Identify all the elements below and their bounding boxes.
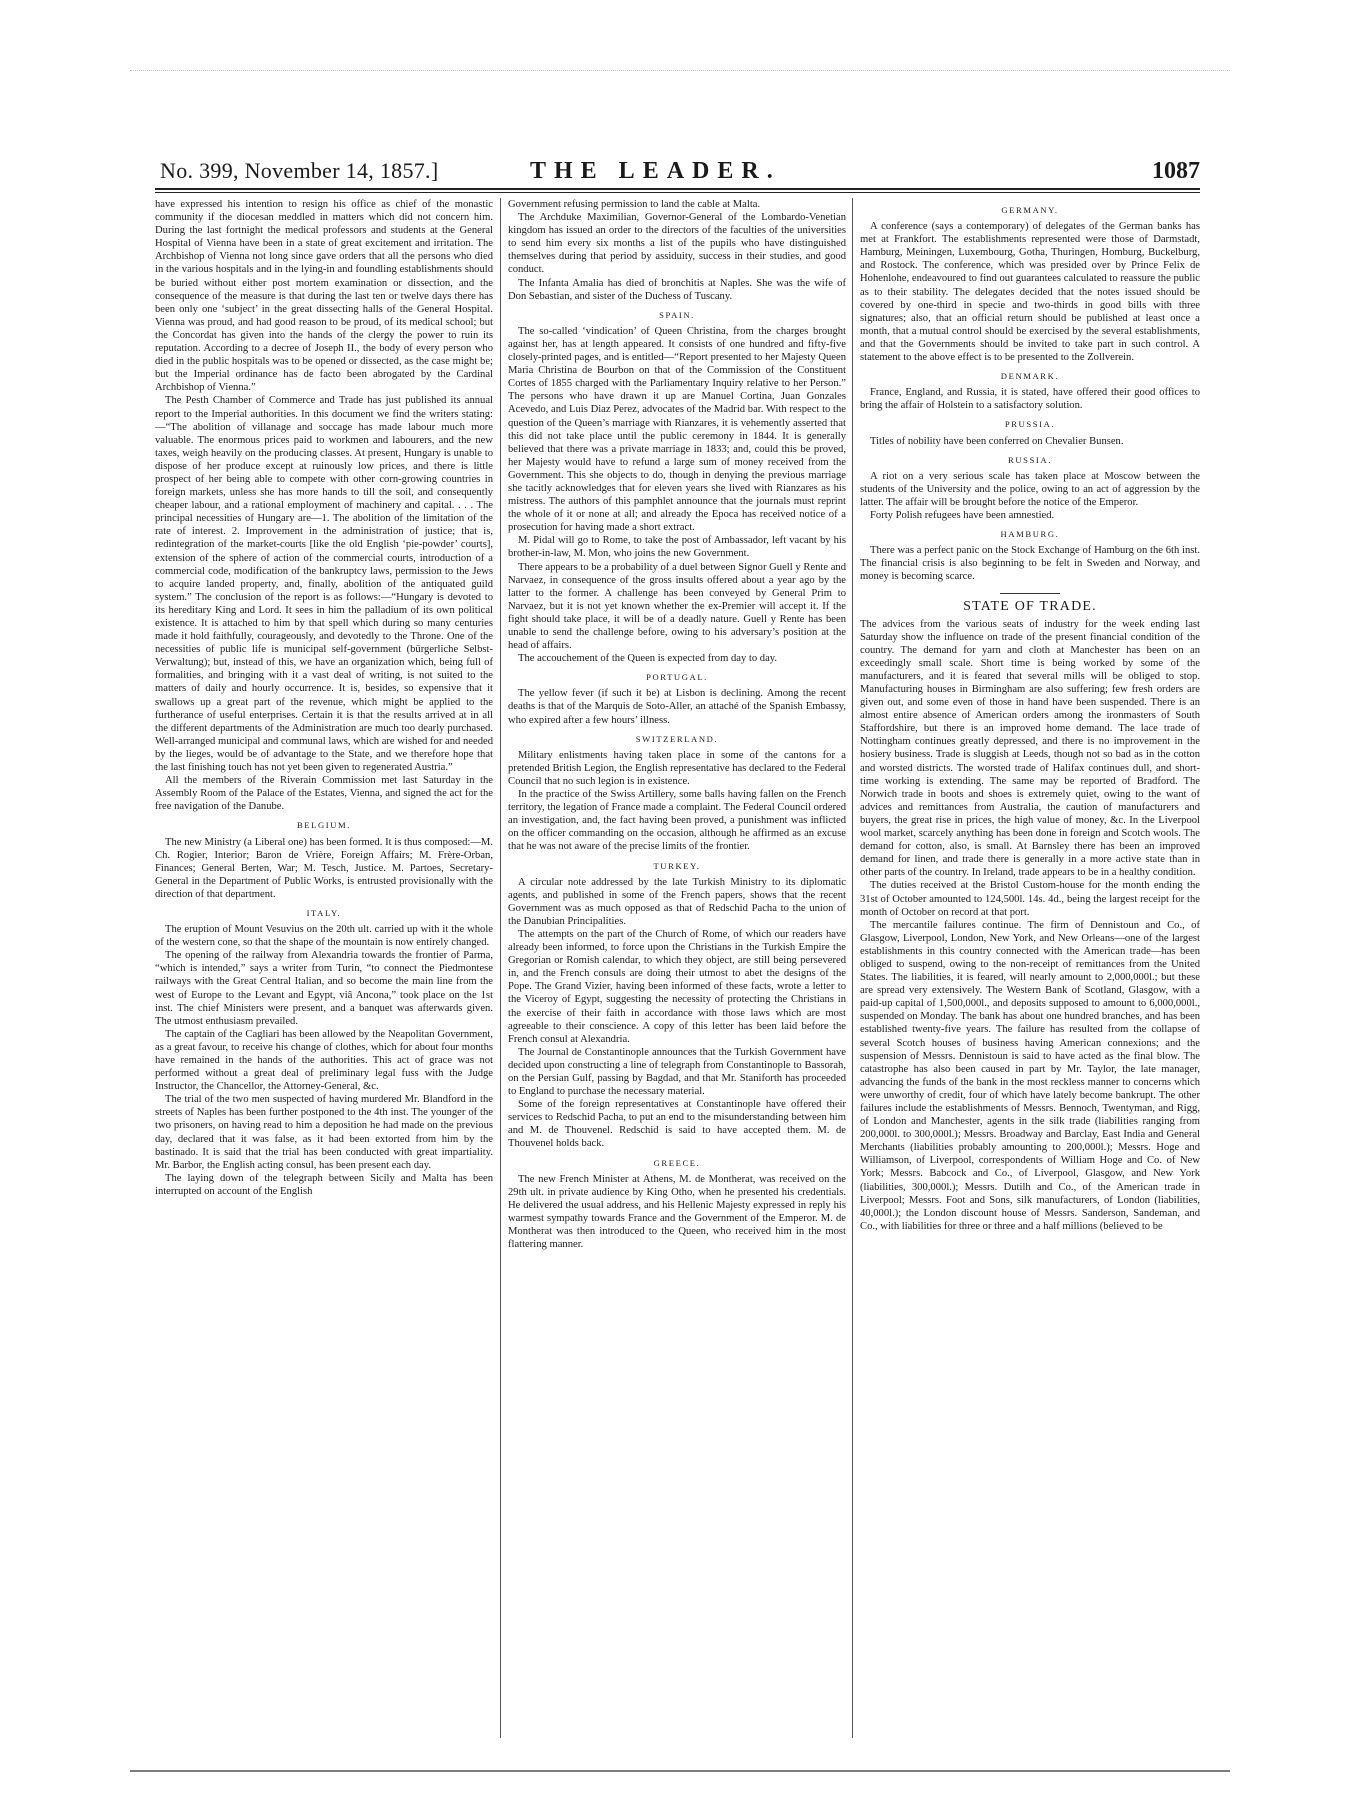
section-heading: SWITZERLAND. <box>635 733 719 744</box>
article-paragraph: The opening of the railway from Alexandria towards the frontier of Parma, “which is intended,” says a writer from Turin, “to connect the Piedmontese railways with the Great Central Italian, and so become the main line from the west of Europe to the Levant and Egypt, viâ Ancona,” took place on the 1st inst. The chief Ministers were present, and a banquet was afterwards given. The utmost enthusiasm prevailed. <box>155 950 493 1027</box>
article-paragraph: The trial of the two men suspected of having murdered Mr. Blandford in the streets of Naples has been further postponed to the 4th inst. The younger of the two prisoners, on having read to him a deposition he had made on the previous day, declared that it was false, as it had been extorted from him by the bastinado. It is said that the trial has been conducted with great impartiality. Mr. Barbor, the English acting consul, has been present each day. <box>155 1094 493 1171</box>
section-heading: STATE OF TRADE. <box>860 593 1200 613</box>
article-paragraph: The new French Minister at Athens, M. de Montherat, was received on the 29th ult. in private audience by King Otho, when he presented his credentials. He delivered the usual address, and his Hellenic Majesty expressed in reply his warmest sympathy towards France and the Government of the Emperor. M. de Montherat was then introduced to the Queen, who received him in the most flattering manner. <box>508 1173 846 1251</box>
section-heading: PRUSSIA. <box>1004 419 1056 430</box>
section-heading: SPAIN. <box>659 309 695 320</box>
article-paragraph: Titles of nobility have been conferred on Chevalier Bunsen. <box>870 435 1124 447</box>
column-divider-1 <box>500 198 501 1738</box>
article-paragraph: A conference (says a contemporary) of delegates of the German banks has met at Frankfort. The establishments represented were those of Darmstadt, Hamburg, Meiningen, Luxembourg, Gotha, Thuringen, Homburg, Buckelburg, and Rostock. The conference, which was presided over by Prince Felix de Hohenlohe, endeavoured to find out guarantees calculated to reassure the public as to their stability. The delegates decided that the notes issued should be covered by one-third in specie and two-thirds in good bills with three signatures; also, that an official return should be published at least once a month, that a mutual control should be exercised by the several establishments, and that the Governments should be invited to take part in such control. A statement to the above effect is to be presented to the Zollverein. <box>860 221 1200 364</box>
article-paragraph: The advices from the various seats of industry for the week ending last Saturday show the influence on trade of the present financial condition of the country. The demand for yarn and cloth at Manchester has been on an exceedingly small scale. Short time is being worked by some of the manufacturers, and it is feared that several mills will be obliged to stop. Manufacturing houses in Birmingham are also suffering; few fresh orders are given out, and some even of those in hand have been suspended. There is an almost entire absence of American orders among the ironmasters of South Staffordshire, but there is an improved home demand. The lace trade of Nottingham continues greatly depressed, and there is no improvement in the hosiery business. Trade is sluggish at Leeds, though not so bad as in the cotton and worsted districts. The worsted trade of Halifax continues dull, and short-time working is extending. The same may be reported of Bradford. The Norwich trade in boots and shoes is extremely quiet, owing to the want of advices and remittances from Australia, the caution of manufacturers and buyers, the great rise in prices, the high value of money, &c. In the Liverpool wool market, scarcely anything has been done in foreign and Scotch wools. The demand for cotton, also, is small. At Barnsley there has been an improved demand for linen, and trade there is generally in a more active state than in other parts of the country. In Ireland, trade appears to be in a healthy condition. <box>860 618 1200 879</box>
article-paragraph: A riot on a very serious scale has taken place at Moscow between the students of the University and the police, owing to an act of aggression by the latter. The affair will be brought before the notice of the Emperor. <box>860 470 1200 508</box>
article-paragraph: A circular note addressed by the late Turkish Ministry to its diplomatic agents, and published in some of the French papers, shows that the recent Government was as much opposed as that of Redschid Pacha to the union of the Danubian Principalities. <box>508 876 846 927</box>
scan-noise-top <box>130 70 1230 74</box>
article-paragraph: The accouchement of the Queen is expected from day to day. <box>518 653 778 665</box>
section-heading: ITALY. <box>306 907 342 918</box>
article-paragraph: The so-called ‘vindication’ of Queen Christina, from the charges brought against her, has at length appeared. It consists of one hundred and fifty-five closely-printed pages, and is entitled—“Report presented to her Majesty Queen Maria Christina de Bourbon on that of the Commission of the Constituent Cortes of 1855 charged with the Parliamentary Inquiry relative to her Person.” The persons who have drawn it up are Manuel Cortina, Juan Gonzales Acevedo, and Luis Diaz Perez, advocates of the Madrid bar. With respect to the question of the Queen’s marriage with Rianzares, it is vehemently asserted that this did not take place until the public ceremony in 1844. It is generally believed that there was a private marriage in 1833; and, could this be proved, her Majesty would have to refund a large sum of money received from the Government. This she objects to do, though in denying the previous marriage she tacitly acknowledges that for eleven years she lived with Rianzares as his mistress. The authors of this pamphlet announce that the journals must reprint the whole of it or none at all; and already the Epoca has received notice of a prosecution for having made a short extract. <box>508 325 846 534</box>
section-heading: TURKEY. <box>653 860 701 871</box>
column-2 <box>508 198 846 1738</box>
article-paragraph: Some of the foreign representatives at Constantinople have offered their services to Redschid Pacha, to put an end to the misunderstanding between him and M. de Thouvenel. Redschid is said to have accepted them. M. de Thouvenel holds back. <box>508 1099 846 1150</box>
article-paragraph: The captain of the Cagliari has been allowed by the Neapolitan Government, as a great favour, to receive his change of clothes, which for about four months have remained in the hands of the authorities. This act of grace was not performed without a great deal of preliminary legal fuss with the Judge Instructor, the Chancellor, the Attorney-General, &c. <box>155 1028 493 1093</box>
masthead <box>160 158 1200 186</box>
article-paragraph: There appears to be a probability of a duel between Signor Guell y Rente and Narvaez, in consequence of the gross insults offered about a year ago by the latter to the former. A challenge has been conveyed by General Prim to Narvaez, but it is not yet known whether the ex-Premier will accept it. If the fight should take place, it will be of a deadly nature. Guell y Rente has been unable to send the challenge before, owing to his adversary’s position at the head of affairs. <box>508 561 846 652</box>
scan-noise-bottom <box>130 1770 1230 1774</box>
article-paragraph: The duties received at the Bristol Custom-house for the month ending the 31st of October amounted to 124,500l. 14s. 4d., being the largest receipt for the month of October on record at that port. <box>860 880 1200 918</box>
article-paragraph: All the members of the Riverain Commission met last Saturday in the Assembly Room of the Palace of the Estates, Vienna, and signed the act for the free navigation of the Danube. <box>155 775 493 813</box>
section-heading: BELGIUM. <box>296 820 352 831</box>
section-heading: GREECE. <box>653 1157 701 1168</box>
header-rule-thin <box>155 192 1200 193</box>
newspaper-title: THE LEADER. <box>530 158 781 184</box>
page-number: 1087 <box>1152 158 1200 184</box>
article-paragraph: Military enlistments having taken place in some of the cantons for a pretended British Legion, the English representative has declared to the Federal Council that no such legion is in existence. <box>508 749 846 787</box>
header-rule <box>155 188 1200 190</box>
section-heading: RUSSIA. <box>1008 454 1052 465</box>
article-paragraph: Forty Polish refugees have been amnestied. <box>870 509 1055 521</box>
column-1 <box>155 198 493 1738</box>
column-divider-2 <box>852 198 853 1738</box>
article-paragraph: The eruption of Mount Vesuvius on the 20th ult. carried up with it the whole of the western cone, so that the shape of the mountain is now entirely changed. <box>155 924 493 949</box>
article-paragraph: The Journal de Constantinople announces that the Turkish Government have decided upon constructing a line of telegraph from Constantinople to Bassorah, on the Persian Gulf, passing by Bagdad, and that Mr. Staniforth has proceeded to England to purchase the necessary material. <box>508 1046 846 1098</box>
section-heading: HAMBURG. <box>1000 529 1060 540</box>
article-paragraph: M. Pidal will go to Rome, to take the post of Ambassador, left vacant by his brother-in-law, M. Mon, who joins the new Government. <box>508 535 846 560</box>
article-paragraph: The Pesth Chamber of Commerce and Trade has just published its annual report to the Imperial authorities. In this document we find the writers stating:—“The abolition of villanage and soccage has made labour much more valuable. The enormous prices paid to workmen and labourers, and the new taxes, weigh heavily on the producing classes. At present, Hungary is unable to dispose of her produce except at ruinously low prices, and there is little prospect of her being able to compete with other corn-growing countries in foreign markets, unless she has more hands to till the soil, and consequently cheaper labour, and a rational employment of machinery and capital. . . . The principal necessities of Hungary are—1. The abolition of the limitation of the rate of interest. 2. Improvement in the administration of justice; that is, redintegration of the market-courts [like the old English ‘pie-powder’ courts], extension of the sphere of action of the commercial courts, introduction of a commercial code, modification of the bankruptcy laws, permission to the Jews to acquire landed property, and, finally, abolition of the antiquated guild system.” The conclusion of the report is as follows:—“Hungary is devoted to its hereditary King and Lord. It sees in him the palladium of its own political existence. It is attached to him by that spell which during so many centuries made it hold faithfully, courageously, and devotedly to the Throne. One of the necessities of public life is municipal self-government (bürgerliche Selbst-Verwaltung); but, instead of this, we have an organization which, being full of formalities, and bringing with it a vast deal of writing, is not suited to the matters of daily and hourly occurrence. It is, besides, so expensive that it swallows up a great part of the revenue, which might be applied to the furtherance of useful enterprises. Certain it is that the results arrived at in all the different departments of the Administration are much too dearly purchased. Well-arranged municipal and communal laws, which are wished for and needed by the lieges, would be of advantage to the State, and we therefore hope that the last finishing touch has not yet been given to regenerated Austria.” <box>155 395 493 774</box>
section-heading: PORTUGAL. <box>646 672 708 683</box>
article-paragraph: In the practice of the Swiss Artillery, some balls having fallen on the French territory, the legation of France made a complaint. The Federal Council ordered an investigation, and, the fact having been proved, a punishment was inflicted on the officer commanding on the occasion, although he affirmed as an excuse that he was not aware of the precise limits of the frontier. <box>508 789 846 853</box>
article-paragraph: The attempts on the part of the Church of Rome, of which our readers have already been informed, to force upon the Christians in the Turkish Empire the Gregorian or Romish calendar, to which they object, are still being persevered in, and the French consuls are doing their utmost to abet the designs of the Pope. The Grand Vizier, having been informed of these facts, wrote a letter to the Viceroy of Egypt, suggesting the necessity of protecting the Christians in the exercise of their faith in accordance with those laws which are most agreeable to their conscience. A copy of this letter has been laid before the French consul at Alexandria. <box>508 928 846 1045</box>
article-paragraph: have expressed his intention to resign his office as chief of the monastic community if the diocesan meddled in matters which did not concern him. During the last fortnight the medical professors and students at the General Hospital of Vienna have been in a state of great excitement and irritation. The Archbishop of Vienna not long since gave orders that all the persons who died in the various hospitals and in the lying-in and foundling establishments should be buried without either post mortem examination or dissection, and the consequence of the measure is that during the last ten or twelve days there has been only one ‘subject’ in the great dissecting halls of the General Hospital. Vienna was proud, and had good reason to be proud, of its medical school; but the Concordat has given into the hands of the clergy the power to ruin its reputation. According to a decree of Joseph II., the body of every person who died in the public hospitals was to be opened or dissected, as the case might be; but the Imperial ordinance has de facto been abrogated by the Cardinal Archbishop of Vienna.” <box>155 199 493 394</box>
article-paragraph: The laying down of the telegraph between Sicily and Malta has been interrupted on account of the English <box>155 1172 493 1197</box>
article-paragraph: There was a perfect panic on the Stock Exchange of Hamburg on the 6th inst. The financial crisis is also beginning to be felt in Sweden and Norway, and money is becoming scarce. <box>860 545 1200 583</box>
article-paragraph: The Infanta Amalia has died of bronchitis at Naples. She was the wife of Don Sebastian, and sister of the Duchess of Tuscany. <box>508 277 846 302</box>
article-paragraph: The yellow fever (if such it be) at Lisbon is declining. Among the recent deaths is that of the Marquis de Soto-Aller, an attaché of the Spanish Embassy, who expired after a few hours’ illness. <box>508 688 846 726</box>
article-paragraph: France, England, and Russia, it is stated, have offered their good offices to bring the affair of Holstein to a satisfactory solution. <box>860 387 1200 412</box>
section-heading: GERMANY. <box>1001 205 1059 215</box>
article-paragraph: The mercantile failures continue. The firm of Dennistoun and Co., of Glasgow, Liverpool, London, New York, and New Orleans—one of the largest establishments in this country connected with the American trade—has been obliged to suspend, owing to the non-receipt of remittances from the United States. The liabilities, it is feared, will nearly amount to 2,000,000l.; but these are spread very extensively. The Western Bank of Scotland, Glasgow, with a paid-up capital of 1,500,000l., and deposits supposed to amount to 6,000,000l., suspended on Monday. The bank has about one hundred branches, and has been established twenty-five years. The failure has resulted from the collapse of several Scotch houses of business having American connexions; and the suspension of Messrs. Dennistoun is said to have acted as the final blow. The catastrophe has also been caused in part by Mr. Taylor, the late manager, advancing the funds of the bank in the most reckless manner to concerns which were unworthy of credit, four of which have lately become bankrupt. The other failures include the establishments of Messrs. Bennoch, Twentyman, and Rigg, of London and Manchester, agents in the silk trade (liabilities ranging from 200,000l. to 300,000l.); Messrs. Broadway and Barclay, East India and General Merchants (liabilities probably amounting to 200,000l.); Messrs. Hoge and Williamson, of Liverpool, correspondents of William Hoge and Co. of New York; Messrs. Babcock and Co., of Liverpool, Glasgow, and New York (liabilities, 300,000l.); Messrs. Dutilh and Co., of the American trade in Liverpool; Messrs. Foot and Sons, silk manufacturers, of London (liabilities, 40,000l.); the London discount house of Messrs. Sanderson, Sandeman, and Co., with liabilities for three or three and a half millions (believed to be <box>860 919 1200 1232</box>
article-paragraph: The Archduke Maximilian, Governor-General of the Lombardo-Venetian kingdom has issued an order to the directors of the faculties of the universities to send him every six months a list of the pupils who have distinguished themselves during that period by assiduity, success in their studies, and good conduct. <box>508 212 846 276</box>
section-heading: DENMARK. <box>1000 371 1060 382</box>
article-paragraph: The new Ministry (a Liberal one) has been formed. It is thus composed:—M. Ch. Rogier, Interior; Baron de Vrière, Foreign Affairs; M. Frère-Orban, Finances; General Berten, War; M. Tesch, Justice. M. Partoes, Secretary-General in the Department of Public Works, is entrusted provisionally with the direction of that department. <box>155 836 493 900</box>
column-3 <box>860 198 1200 1738</box>
article-paragraph: Government refusing permission to land the cable at Malta. <box>508 199 761 210</box>
issue-line: No. 399, November 14, 1857.] <box>160 158 439 183</box>
